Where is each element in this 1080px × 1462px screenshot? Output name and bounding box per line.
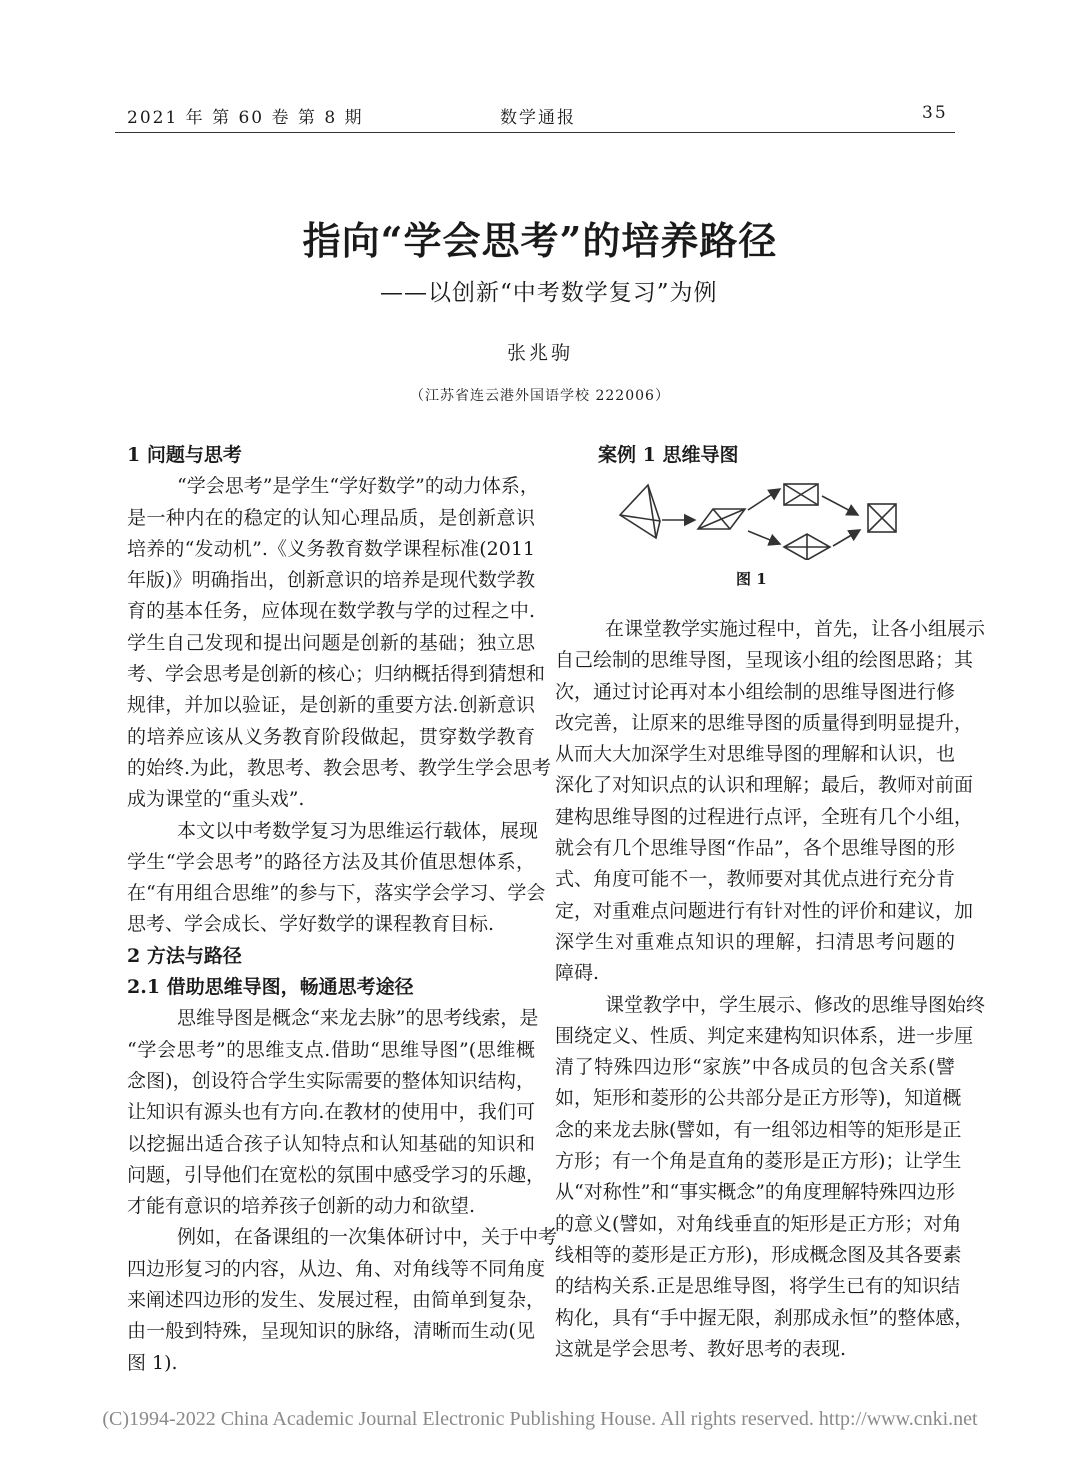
section-heading: 1 问题与思考 — [127, 444, 242, 466]
paragraph-line: 思维导图是概念“来龙去脉”的思考线索，是 — [177, 1007, 539, 1030]
arrow — [748, 531, 780, 544]
left-column — [127, 440, 558, 1379]
arrow — [748, 489, 780, 510]
paragraph-line: 的培养应该从义务教育阶段做起，贯穿数学教育 — [127, 725, 535, 748]
paragraph-line: 式、角度可能不一，教师要对其优点进行充分肯 — [555, 868, 955, 891]
affiliation: （江苏省连云港外国语学校 222006） — [410, 388, 670, 404]
paragraph-line: 课堂教学中，学生展示、修改的思维导图始终 — [605, 993, 986, 1016]
paragraph-line: 念图)，创设符合学生实际需要的整体知识结构， — [127, 1069, 535, 1092]
paragraph-line: 深化了对知识点的认识和理解；最后，教师对前面 — [555, 774, 974, 797]
case-heading-text: 案例 1 思维导图 — [598, 444, 739, 466]
figure-1-mind-map — [600, 480, 920, 560]
paper-title: 指向“学会思考”的培养路径 — [302, 218, 778, 263]
paragraph-line: 从而大大加深学生对思维导图的理解和认识，也 — [555, 743, 955, 766]
paragraph-line: 在“有用组合思维”的参与下，落实学会学习、学会 — [127, 882, 546, 905]
paragraph-line: 让知识有源头也有方向.在教材的使用中，我们可 — [127, 1101, 535, 1124]
paragraph-line: 考、学会思考是创新的核心；归纳概括得到猜想和 — [127, 663, 546, 686]
right-column — [555, 614, 986, 1365]
page-number: 35 — [922, 103, 948, 123]
paragraph-line: 深学生对重难点知识的理解，扫清思考问题的 — [555, 930, 955, 953]
paragraph-line: 例如，在备课组的一次集体研讨中，关于中考 — [177, 1226, 558, 1249]
paragraph-line: 由一般到特殊，呈现知识的脉络，清晰而生动(见 — [127, 1320, 535, 1343]
paragraph-line: 念的来龙去脉(譬如，有一组邻边相等的矩形是正 — [555, 1118, 962, 1141]
paragraph-line: 次，通过讨论再对本小组绘制的思维导图进行修 — [555, 680, 955, 703]
paragraph-line: 围绕定义、性质、判定来建构知识体系，进一步厘 — [555, 1024, 974, 1047]
section-heading: 2 方法与路径 — [127, 944, 242, 967]
paragraph-line: 学生“学会思考”的路径方法及其价值思想体系， — [127, 850, 535, 873]
rectangle-shape — [784, 484, 818, 505]
paragraph-line: 的结构关系.正是思维导图，将学生已有的知识结 — [555, 1275, 961, 1298]
paragraph-line: 四边形复习的内容，从边、角、对角线等不同角度 — [127, 1257, 546, 1280]
journal-name: 数学通报 — [500, 108, 576, 128]
paragraph-line: 构化，具有“手中握无限，刹那成永恒”的整体感， — [555, 1306, 974, 1329]
paragraph-line: 如，矩形和菱形的公共部分是正方形等)，知道概 — [555, 1087, 962, 1110]
figure-caption: 图 1 — [736, 570, 767, 588]
rhombus-shape — [784, 534, 830, 560]
arrow — [822, 496, 858, 515]
paragraph-line: 问题，引导他们在宽松的氛围中感受学习的乐趣， — [127, 1163, 546, 1186]
copyright-footer: (C)1994-2022 China Academic Journal Electronic Publishing House. All rights reserved. http://www.cnki.net — [102, 1408, 978, 1430]
paragraph-line: 定，对重难点问题进行有针对性的评价和建议，加 — [555, 899, 974, 922]
paragraph-line: “学会思考”的思维支点.借助“思维导图”(思维概 — [127, 1038, 535, 1061]
pyramid-shape — [620, 485, 660, 538]
paragraph-line: 方形；有一个角是直角的菱形是正方形)；让学生 — [555, 1150, 962, 1173]
header-rule — [115, 132, 955, 133]
paragraph-line: 改完善，让原来的思维导图的质量得到明显提升， — [555, 711, 974, 734]
paragraph-line: 成为课堂的“重头戏”. — [127, 788, 305, 811]
paragraph-line: 规律，并加以验证，是创新的重要方法.创新意识 — [127, 694, 535, 717]
paragraph-line: 在课堂教学实施过程中，首先，让各小组展示 — [605, 618, 986, 640]
paragraph-line: 才能有意识的培养孩子创新的动力和欲望. — [127, 1195, 476, 1218]
section-heading: 2.1 借助思维导图，畅通思考途径 — [127, 976, 414, 999]
paragraph-line: 学生自己发现和提出问题是创新的基础；独立思 — [127, 631, 535, 654]
paragraph-line: 线相等的菱形是正方形)，形成概念图及其各要素 — [555, 1243, 962, 1266]
square-shape — [868, 504, 896, 532]
paragraph-line: 就会有几个思维导图“作品”，各个思维导图的形 — [555, 837, 955, 860]
paragraph-line: 这就是学会思考、教好思考的表现. — [555, 1337, 847, 1360]
paragraph-line: 障碍. — [555, 962, 600, 985]
paragraph-line: 建构思维导图的过程进行点评，全班有几个小组， — [555, 805, 974, 828]
paragraph-line: 的意义(譬如，对角线垂直的矩形是正方形；对角 — [555, 1212, 962, 1235]
paragraph-line: 从“对称性”和“事实概念”的角度理解特殊四边形 — [555, 1181, 955, 1204]
paragraph-line: 育的基本任务，应体现在数学教与学的过程之中. — [127, 600, 535, 623]
author: 张兆驹 — [506, 342, 573, 364]
paragraph-line: 自己绘制的思维导图，呈现该小组的绘图思路；其 — [555, 649, 974, 672]
paper-subtitle: ——以创新“中考数学复习”为例 — [380, 280, 718, 306]
journal-issue: 2021 年 第 60 卷 第 8 期 — [127, 108, 364, 128]
paragraph-line: 思考、学会成长、学好数学的课程教育目标. — [127, 913, 495, 936]
paragraph-line: 是一种内在的稳定的认知心理品质，是创新意识 — [127, 506, 535, 529]
paragraph-line: “学会思考”是学生“学好数学”的动力体系， — [177, 475, 539, 498]
paragraph-line: 的始终.为此，教思考、教会思考、教学生学会思考 — [127, 756, 552, 779]
paragraph-line: 清了特殊四边形“家族”中各成员的包含关系(譬 — [555, 1056, 955, 1079]
arrow — [833, 530, 860, 546]
paragraph-line: 培养的“发动机”.《义务教育数学课程标准(2011 — [127, 537, 535, 560]
paragraph-line: 来阐述四边形的发生、发展过程，由简单到复杂， — [127, 1289, 546, 1312]
paragraph-line: 图 1). — [127, 1351, 178, 1374]
parallelogram-shape — [698, 509, 745, 529]
paragraph-line: 以挖掘出适合孩子认知特点和认知基础的知识和 — [127, 1132, 535, 1155]
case-heading — [598, 440, 958, 471]
paragraph-line: 年版)》明确指出，创新意识的培养是现代数学教 — [127, 569, 535, 592]
paragraph-line: 本文以中考数学复习为思维运行载体，展现 — [177, 819, 539, 842]
